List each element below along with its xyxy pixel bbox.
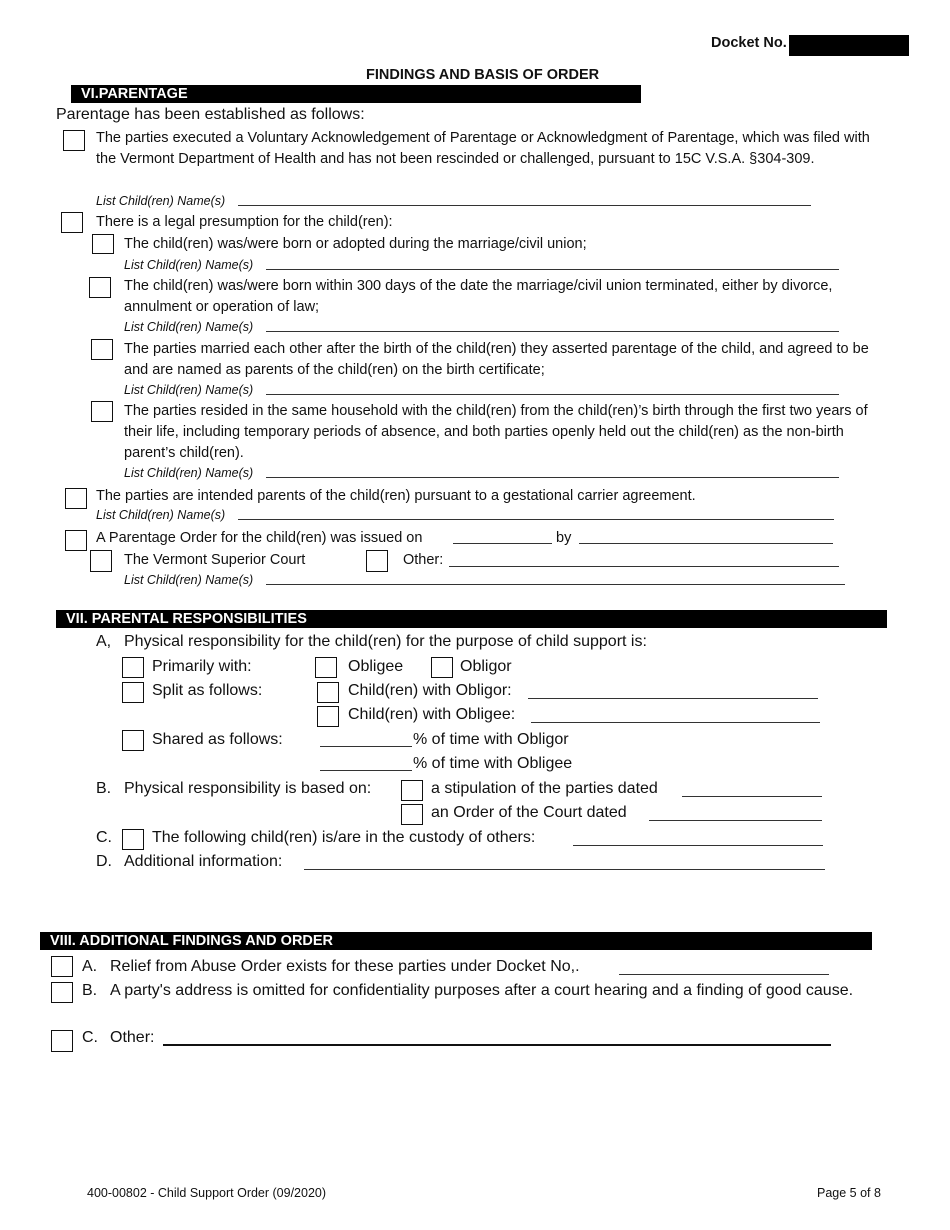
resp-c-letter: C. xyxy=(96,829,112,846)
additional-a-letter: A. xyxy=(82,958,98,975)
resp-b-text: Physical responsibility is based on: xyxy=(124,780,372,797)
voluntary-acknowledgement-checkbox[interactable] xyxy=(63,130,85,151)
primarily-obligee-checkbox[interactable] xyxy=(315,657,337,678)
custody-others-field[interactable] xyxy=(573,845,823,846)
shared-obligee-pct-label: % of time with Obligee xyxy=(413,755,573,772)
presumption-marriage-children-field[interactable] xyxy=(266,269,839,270)
additional-info-label: Additional information: xyxy=(124,853,283,870)
section-heading-additional-findings: VIII. ADDITIONAL FINDINGS AND ORDER xyxy=(40,932,872,950)
primarily-obligor-label: Obligor xyxy=(460,658,512,675)
relief-abuse-docket-field[interactable] xyxy=(619,974,829,975)
presumption-300-days-children-label: List Child(ren) Name(s) xyxy=(124,320,254,334)
presumption-birth-certificate-children-label: List Child(ren) Name(s) xyxy=(124,383,254,397)
resp-d-letter: D. xyxy=(96,853,112,870)
stipulation-label: a stipulation of the parties dated xyxy=(431,780,658,797)
split-obligor-label: Child(ren) with Obligor: xyxy=(348,682,512,699)
relief-abuse-text: Relief from Abuse Order exists for these parties under Docket No,. xyxy=(110,958,580,975)
other-finding-label: Other: xyxy=(110,1029,155,1046)
split-label: Split as follows: xyxy=(152,682,263,699)
legal-presumption-checkbox[interactable] xyxy=(61,212,83,233)
resp-a-letter: A, xyxy=(96,633,112,650)
stipulation-checkbox[interactable] xyxy=(401,780,423,801)
resp-b-letter: B. xyxy=(96,780,112,797)
parentage-order-children-field[interactable] xyxy=(266,584,845,585)
other-finding-checkbox[interactable] xyxy=(51,1030,73,1052)
custody-others-checkbox[interactable] xyxy=(122,829,144,850)
additional-b-letter: B. xyxy=(82,982,98,999)
split-obligee-label: Child(ren) with Obligee: xyxy=(348,706,516,723)
superior-court-text: The Vermont Superior Court xyxy=(124,552,306,568)
address-omitted-checkbox[interactable] xyxy=(51,982,73,1003)
intended-parents-text: The parties are intended parents of the child(ren) pursuant to a gestational carrier agreement. xyxy=(96,488,696,504)
presumption-household-children-label: List Child(ren) Name(s) xyxy=(124,466,254,480)
custody-others-text: The following child(ren) is/are in the custody of others: xyxy=(152,829,536,846)
intended-parents-children-field[interactable] xyxy=(238,519,834,520)
shared-checkbox[interactable] xyxy=(122,730,144,751)
address-omitted-text: A party's address is omitted for confidentiality purposes after a court hearing and a finding of good cause. xyxy=(110,982,854,999)
presumption-marriage-checkbox[interactable] xyxy=(92,234,114,254)
split-obligor-field[interactable] xyxy=(528,698,818,699)
presumption-marriage-children-label: List Child(ren) Name(s) xyxy=(124,258,254,272)
voluntary-acknowledgement-text: The parties executed a Voluntary Acknowledgement of Parentage or Acknowledgment of Parentage, which was filed with the Vermont Department of Health and has not been rescinded or challenged, pursuant to 15C V.S.A. §304-309. xyxy=(96,130,870,167)
split-obligee-checkbox[interactable] xyxy=(317,706,339,727)
shared-label: Shared as follows: xyxy=(152,731,283,748)
parentage-order-text: A Parentage Order for the child(ren) was issued on xyxy=(96,530,423,546)
split-obligor-checkbox[interactable] xyxy=(317,682,339,703)
court-order-label: an Order of the Court dated xyxy=(431,804,627,821)
split-checkbox[interactable] xyxy=(122,682,144,703)
presumption-household-checkbox[interactable] xyxy=(91,401,113,422)
other-finding-field[interactable] xyxy=(163,1044,831,1046)
additional-c-letter: C. xyxy=(82,1029,98,1046)
other-court-checkbox[interactable] xyxy=(366,550,388,572)
other-court-label: Other: xyxy=(403,552,444,568)
stipulation-date-field[interactable] xyxy=(682,796,822,797)
presumption-300-days-text: The child(ren) was/were born within 300 days of the date the marriage/civil union terminated, either by divorce, annulment or operation of law; xyxy=(124,278,833,315)
presumption-marriage-text: The child(ren) was/were born or adopted during the marriage/civil union; xyxy=(124,236,587,252)
additional-info-field[interactable] xyxy=(304,869,825,870)
shared-obligee-pct-field[interactable] xyxy=(320,770,412,771)
presumption-300-days-children-field[interactable] xyxy=(266,331,839,332)
parentage-intro: Parentage has been established as follows: xyxy=(56,106,365,123)
intended-parents-children-label: List Child(ren) Name(s) xyxy=(96,508,226,522)
voluntary-children-label: List Child(ren) Name(s) xyxy=(96,194,226,208)
presumption-household-text: The parties resided in the same household with the child(ren) from the child(ren)’s birth through the first two years of their life, including temporary periods of absence, and both parties openly held out the child(ren) as the non-birth parent’s child(ren). xyxy=(124,403,868,461)
intended-parents-checkbox[interactable] xyxy=(65,488,87,509)
section-heading-parentage: VI.PARENTAGE xyxy=(71,85,641,103)
parentage-order-checkbox[interactable] xyxy=(65,530,87,551)
presumption-birth-certificate-checkbox[interactable] xyxy=(91,339,113,360)
docket-number-field[interactable] xyxy=(789,35,909,56)
primarily-obligee-label: Obligee xyxy=(348,658,404,675)
court-order-checkbox[interactable] xyxy=(401,804,423,825)
primarily-label: Primarily with: xyxy=(152,658,252,675)
relief-abuse-checkbox[interactable] xyxy=(51,956,73,977)
parentage-order-by-label: by xyxy=(556,530,572,546)
primarily-checkbox[interactable] xyxy=(122,657,144,678)
parentage-order-date-field[interactable] xyxy=(453,543,552,544)
superior-court-checkbox[interactable] xyxy=(90,550,112,572)
presumption-birth-certificate-children-field[interactable] xyxy=(266,394,839,395)
section-heading-parental-responsibilities: VII. PARENTAL RESPONSIBILITIES xyxy=(56,610,887,628)
split-obligee-field[interactable] xyxy=(531,722,820,723)
shared-obligor-pct-field[interactable] xyxy=(320,746,412,747)
presumption-household-children-field[interactable] xyxy=(266,477,839,478)
page-number: Page 5 of 8 xyxy=(817,1186,881,1200)
parentage-order-children-label: List Child(ren) Name(s) xyxy=(124,573,254,587)
primarily-obligor-checkbox[interactable] xyxy=(431,657,453,678)
form-identifier: 400-00802 - Child Support Order (09/2020) xyxy=(87,1186,327,1200)
page-title: FINDINGS AND BASIS OF ORDER xyxy=(366,67,600,83)
presumption-300-days-checkbox[interactable] xyxy=(89,277,111,298)
voluntary-children-field[interactable] xyxy=(238,205,811,206)
presumption-birth-certificate-text: The parties married each other after the birth of the child(ren) they asserted parentage of the child, and agreed to be and are named as parents of the child(ren) on the birth certificate; xyxy=(124,341,869,378)
docket-label: Docket No. xyxy=(711,35,787,51)
parentage-order-by-field[interactable] xyxy=(579,543,833,544)
legal-presumption-text: There is a legal presumption for the child(ren): xyxy=(96,214,393,230)
other-court-field[interactable] xyxy=(449,566,839,567)
resp-a-text: Physical responsibility for the child(ren) for the purpose of child support is: xyxy=(124,633,647,650)
court-order-date-field[interactable] xyxy=(649,820,822,821)
shared-obligor-pct-label: % of time with Obligor xyxy=(413,731,569,748)
